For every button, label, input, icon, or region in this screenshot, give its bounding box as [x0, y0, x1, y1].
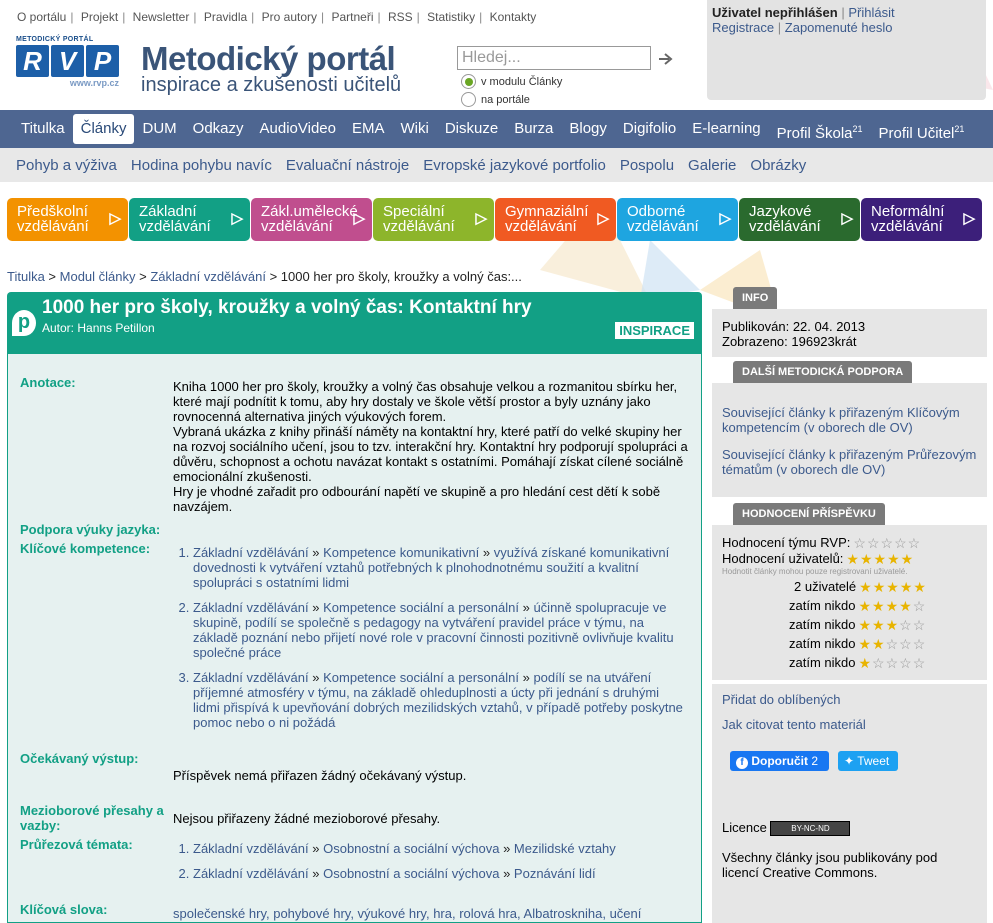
toplink-partneri[interactable]: Partneři [331, 10, 374, 24]
sub-nav [0, 148, 993, 182]
star-empty-icon: ☆ [907, 534, 921, 551]
annotation-text: Kniha 1000 her pro školy, kroužky a volný čas obsahuje velkou a rozmanitou sbírku her, které mají podnítit k tomu, aby hry dostaly ve škole větší prostor a byly uznány jako rovnocenná alternativa jiných výukových forem. Vybraná ukázka z knihy přináší náměty na kontaktní hry, které patří do velké skupiny her na rozvoj sociálního učení, jsou to tzv. interakční hry. Kontaktní hry podporují spolupráci a důvěru, schopnost a ochotu navázat kontakt s ostatními. Pomáhají získat cílené sociálně emocionální zkušenosti. Hry je vhodné zařadit pro odbourání napětí ve skupině a pro hledání cest dětí k sobě navzájem. [173, 379, 688, 514]
radio-checked-icon [461, 74, 476, 89]
star-filled-icon: ★ [886, 578, 899, 595]
label-vystup: Očekávaný výstup: [20, 751, 139, 766]
cite-link[interactable]: Jak citovat tento materiál [722, 717, 866, 732]
arrow-right-icon: ▷ [841, 210, 853, 227]
arrow-right-icon: ▷ [475, 210, 487, 227]
label-kk: Klíčové kompetence: [20, 541, 151, 556]
facebook-recommend-button[interactable]: f Doporučit 2 [730, 751, 829, 771]
star-empty-icon: ☆ [885, 635, 899, 652]
keyword-link[interactable]: učení [609, 906, 642, 921]
star-filled-icon: ★ [872, 635, 885, 652]
logo-url: www.rvp.cz [69, 78, 119, 88]
nav-dum[interactable]: DUM [142, 120, 177, 137]
search-scope-module[interactable] [461, 74, 562, 89]
list-item: 2. Základní vzdělávání » Osobnostní a sociální výchova » Poznávání lidí [193, 866, 688, 881]
subnav-pohyb-vyziva[interactable]: Pohyb a výživa [16, 156, 117, 174]
rating-row: zatím nikdo ★ ★ ★ ☆ ☆ [789, 616, 926, 633]
tweet-button[interactable]: ✦ Tweet [838, 751, 898, 771]
nav-audiovideo[interactable]: AudioVideo [259, 120, 336, 137]
list-item: 1. Základní vzdělávání » Kompetence komunikativní » využívá získané komunikativní dovednosti k vytváření vztahů potřebných k plnohodnotnému soužití a kvalitní spolupráci s ostatními lidmi [193, 545, 688, 590]
subnav-obrazky[interactable]: Obrázky [750, 156, 807, 174]
rating-team: Hodnocení týmu RVP: ☆ ☆ ☆ ☆ ☆ [722, 534, 921, 551]
list-item: 2. Základní vzdělávání » Kompetence sociální a personální » účinně spolupracuje ve skupině, podílí se společně s pedagogy na vytváření pravidel práce v týmu, na základě poznání nebo přijetí nové role v pracovní činnosti pozitivně ovlivňuje kvalitu společné práce [193, 600, 688, 660]
article-header [7, 292, 702, 354]
rating-stars [846, 552, 913, 566]
star-filled-icon: ★ [859, 578, 872, 595]
nav-burza[interactable]: Burza [514, 120, 554, 137]
expected-output-text: Příspěvek nemá přiřazen žádný očekávaný výstup. [173, 768, 467, 783]
related-themes-link[interactable]: Související články k přiřazeným Průřezovým tématům (v oborech dle OV) [722, 447, 977, 477]
info-tab: INFO [733, 287, 777, 309]
edu-zakladni[interactable]: Základní vzdělávání ▷ [129, 198, 250, 241]
star-empty-icon: ☆ [885, 654, 899, 671]
facebook-icon: f [736, 757, 748, 769]
nav-wiki[interactable]: Wiki [400, 120, 429, 137]
rating-stars[interactable] [858, 656, 925, 670]
star-filled-icon: ★ [858, 654, 872, 671]
rating-tab: HODNOCENÍ PŘÍSPĚVKU [733, 503, 885, 525]
star-empty-icon: ☆ [899, 635, 912, 652]
register-link[interactable]: Registrace [712, 20, 775, 35]
arrow-right-icon: ▷ [597, 210, 609, 227]
star-empty-icon: ☆ [894, 534, 907, 551]
rating-stars[interactable] [858, 637, 925, 651]
top-links: O portálu | Projekt | Newsletter | Pravidla | Pro autory | Partneři | RSS | Statistiky | Kontakty [17, 10, 537, 24]
breadcrumb: Titulka > Modul články > Základní vzdělávání > 1000 her pro školy, kroužky a volný čas:... [7, 269, 522, 284]
subnav-evaluacni-nastroje[interactable]: Evaluační nástroje [285, 156, 410, 174]
logo-small-text: METODICKÝ PORTÁL [16, 36, 94, 43]
site-subtitle: inspirace a zkušenosti učitelů [141, 74, 402, 96]
star-empty-icon: ☆ [853, 534, 866, 551]
education-levels [7, 198, 982, 241]
star-filled-icon: ★ [873, 550, 887, 567]
rating-users: Hodnocení uživatelů: ★ ★ ★ ★ ★ [722, 550, 914, 567]
arrow-right-icon: ▷ [963, 210, 975, 227]
login-status: Uživatel nepřihlášen [712, 5, 838, 20]
info-box [712, 309, 987, 357]
star-filled-icon: ★ [859, 550, 873, 567]
subnav-pospolu[interactable]: Pospolu [619, 156, 675, 174]
nav-digifolio[interactable]: Digifolio [622, 120, 677, 137]
edu-specialni[interactable]: Speciální vzdělávání ▷ [373, 198, 494, 241]
rating-stars[interactable] [859, 580, 926, 594]
star-empty-icon: ☆ [899, 654, 912, 671]
arrow-right-icon: ▷ [353, 210, 365, 227]
star-filled-icon: ★ [858, 597, 872, 614]
star-filled-icon: ★ [885, 616, 899, 633]
site-title[interactable] [141, 40, 401, 97]
login-link[interactable]: Přihlásit [848, 5, 895, 20]
search-scope-portal[interactable] [461, 92, 530, 107]
rvp-logo[interactable] [16, 36, 119, 88]
star-filled-icon: ★ [887, 550, 900, 567]
toplink-pro-autory[interactable]: Pro autory [261, 10, 317, 24]
main-nav [0, 110, 993, 148]
toplink-rss[interactable]: RSS [387, 10, 413, 24]
star-empty-icon: ☆ [912, 597, 926, 614]
themes-list [193, 841, 688, 891]
arrow-right-icon: ▷ [231, 210, 243, 227]
radio-unchecked-icon [461, 92, 476, 107]
edu-jazykove[interactable]: Jazykové vzdělávání ▷ [739, 198, 860, 241]
star-empty-icon: ☆ [866, 534, 880, 551]
star-empty-icon: ☆ [912, 635, 926, 652]
keyword-link[interactable]: Albatroskniha [523, 906, 603, 921]
nav-titulka[interactable]: Titulka [21, 120, 65, 137]
toplink-statistiky[interactable]: Statistiky [427, 10, 476, 24]
nav-profil-skola[interactable]: Profil Škola$^{21}$ [776, 124, 863, 142]
arrow-right-icon: ▷ [109, 210, 121, 227]
breadcrumb-titulka[interactable]: Titulka [7, 269, 45, 284]
rating-row: 2 uživatelé ★ ★ ★ ★ ★ [794, 578, 926, 595]
star-filled-icon: ★ [900, 550, 914, 567]
search-scope-portal-label: na portále [481, 93, 530, 106]
edu-gymnazialni[interactable]: Gymnaziální vzdělávání ▷ [495, 198, 616, 241]
breadcrumb-zakladni[interactable]: Základní vzdělávání [150, 269, 266, 284]
edu-odborne[interactable]: Odborné vzdělávání ▷ [617, 198, 738, 241]
licence-text: Všechny články jsou publikovány pod licencí Creative Commons. [722, 850, 938, 881]
competences-list [193, 545, 688, 740]
licence-row [722, 820, 977, 836]
logo-letter: R [16, 45, 49, 77]
star-empty-icon: ☆ [899, 616, 912, 633]
star-filled-icon: ★ [913, 578, 926, 595]
published-date: Publikován: 22. 04. 2013 [722, 319, 866, 334]
toplink-o-portalu[interactable]: O portálu [17, 10, 67, 24]
edu-neformalni[interactable]: Neformální vzdělávání ▷ [861, 198, 982, 241]
add-favorite-link[interactable]: Přidat do oblíbených [722, 692, 841, 707]
star-empty-icon: ☆ [912, 616, 926, 633]
support-box [712, 383, 987, 497]
label-anotace: Anotace: [20, 375, 76, 390]
star-filled-icon: ★ [846, 550, 859, 567]
search-submit-icon[interactable] [658, 52, 674, 69]
interdisciplinary-text: Nejsou přiřazeny žádné mezioborové přesahy. [173, 811, 441, 826]
nav-elearning[interactable]: E-learning [692, 120, 761, 137]
cc-license-badge[interactable]: BY-NC-ND [770, 821, 850, 836]
portal-p-icon: p [12, 310, 36, 336]
rating-note: Hodnotit články mohou pouze registrovaní uživatelé. [722, 567, 908, 576]
keyword-link[interactable]: výukové hry [357, 906, 426, 921]
breadcrumb-modul-clanky[interactable]: Modul články [59, 269, 136, 284]
star-filled-icon: ★ [872, 597, 885, 614]
rating-stars[interactable] [858, 618, 925, 632]
breadcrumb-current: 1000 her pro školy, kroužky a volný čas:... [280, 269, 522, 284]
article-title: 1000 her pro školy, kroužky a volný čas: Kontaktní hry [42, 297, 532, 318]
nav-odkazy[interactable]: Odkazy [192, 120, 244, 137]
search-input[interactable]: Hledej... [457, 46, 651, 70]
related-competences-link[interactable]: Související články k přiřazeným Klíčovým kompetencím (v oborech dle OV) [722, 405, 960, 435]
actions-box [712, 684, 987, 923]
rating-row: zatím nikdo ★ ☆ ☆ ☆ ☆ [789, 654, 926, 671]
star-filled-icon: ★ [899, 597, 912, 614]
list-item: 1. Základní vzdělávání » Osobnostní a sociální výchova » Mezilidské vztahy [193, 841, 688, 856]
rating-stars [853, 536, 920, 550]
subnav-jazykove-portfolio[interactable]: Evropské jazykové portfolio [423, 156, 606, 174]
star-filled-icon: ★ [899, 578, 913, 595]
list-item: 3. Základní vzdělávání » Kompetence sociální a personální » podílí se na utváření příjemné atmosféry v týmu, na základě ohleduplnosti a úcty při jednání s druhými lidmi přispívá k upevňování dobrých mezilidských vztahů, v případě potřeby poskytne pomoc nebo o ni požádá [193, 670, 688, 730]
star-empty-icon: ☆ [880, 534, 894, 551]
rating-stars[interactable] [858, 599, 925, 613]
search-scope-module-label: v modulu Články [481, 75, 563, 88]
site-title-main: Metodický portál [141, 40, 396, 77]
rating-row: zatím nikdo ★ ★ ☆ ☆ ☆ [789, 635, 926, 652]
toplink-kontakty[interactable]: Kontakty [489, 10, 537, 24]
nav-blogy[interactable]: Blogy [569, 120, 607, 137]
rating-row: zatím nikdo ★ ★ ★ ★ ☆ [789, 597, 926, 614]
nav-ema[interactable]: EMA [351, 120, 385, 137]
support-tab: DALŠÍ METODICKÁ PODPORA [733, 361, 912, 383]
logo-letter: V [51, 45, 84, 77]
nav-clanky[interactable]: Články [73, 114, 135, 144]
star-filled-icon: ★ [872, 616, 885, 633]
licence-label: Licence [722, 820, 767, 835]
arrow-right-icon: ▷ [719, 210, 731, 227]
edu-zakl-umelecke[interactable]: Zákl.umělecké vzdělávání ▷ [251, 198, 372, 241]
user-box: Uživatel nepřihlášen | Přihlásit Registrace | Zapomenuté heslo [707, 0, 986, 100]
view-count: Zobrazeno: 196923krát [722, 334, 857, 349]
label-slova: Klíčová slova: [20, 902, 108, 917]
label-jazyk: Podpora výuky jazyka: [20, 522, 161, 537]
label-pt: Průřezová témata: [20, 837, 133, 852]
article-type-badge: INSPIRACE [614, 321, 695, 340]
star-filled-icon: ★ [872, 578, 886, 595]
label-mezi: Mezioborové přesahy a vazby: [20, 803, 164, 833]
nav-profil-ucitel[interactable]: Profil Učitel$^{21}$ [878, 124, 965, 142]
keyword-link[interactable]: rolová hra [459, 906, 518, 921]
toplink-projekt[interactable]: Projekt [80, 10, 119, 24]
edu-predskolni[interactable]: Předškolní vzdělávání ▷ [7, 198, 128, 241]
star-filled-icon: ★ [858, 616, 872, 633]
star-empty-icon: ☆ [912, 654, 926, 671]
logo-letter: P [86, 45, 119, 77]
article-author: Autor: Hanns Petillon [42, 321, 155, 335]
forgot-password-link[interactable]: Zapomenuté heslo [784, 20, 893, 35]
star-empty-icon: ☆ [872, 654, 885, 671]
toplink-pravidla[interactable]: Pravidla [203, 10, 248, 24]
star-filled-icon: ★ [858, 635, 872, 652]
keyword-link[interactable]: pohybové hry [273, 906, 351, 921]
subnav-hodina-pohybu[interactable]: Hodina pohybu navíc [130, 156, 272, 174]
nav-diskuze[interactable]: Diskuze [444, 120, 499, 137]
subnav-galerie[interactable]: Galerie [688, 156, 737, 174]
keywords: společenské hry, pohybové hry, výukové hry, hra, rolová hra, Albatroskniha, učení [173, 906, 642, 921]
toplink-newsletter[interactable]: Newsletter [132, 10, 190, 24]
keyword-link[interactable]: hra [433, 906, 452, 921]
twitter-icon: ✦ [844, 754, 855, 768]
keyword-link[interactable]: společenské hry [173, 906, 266, 921]
star-filled-icon: ★ [885, 597, 899, 614]
